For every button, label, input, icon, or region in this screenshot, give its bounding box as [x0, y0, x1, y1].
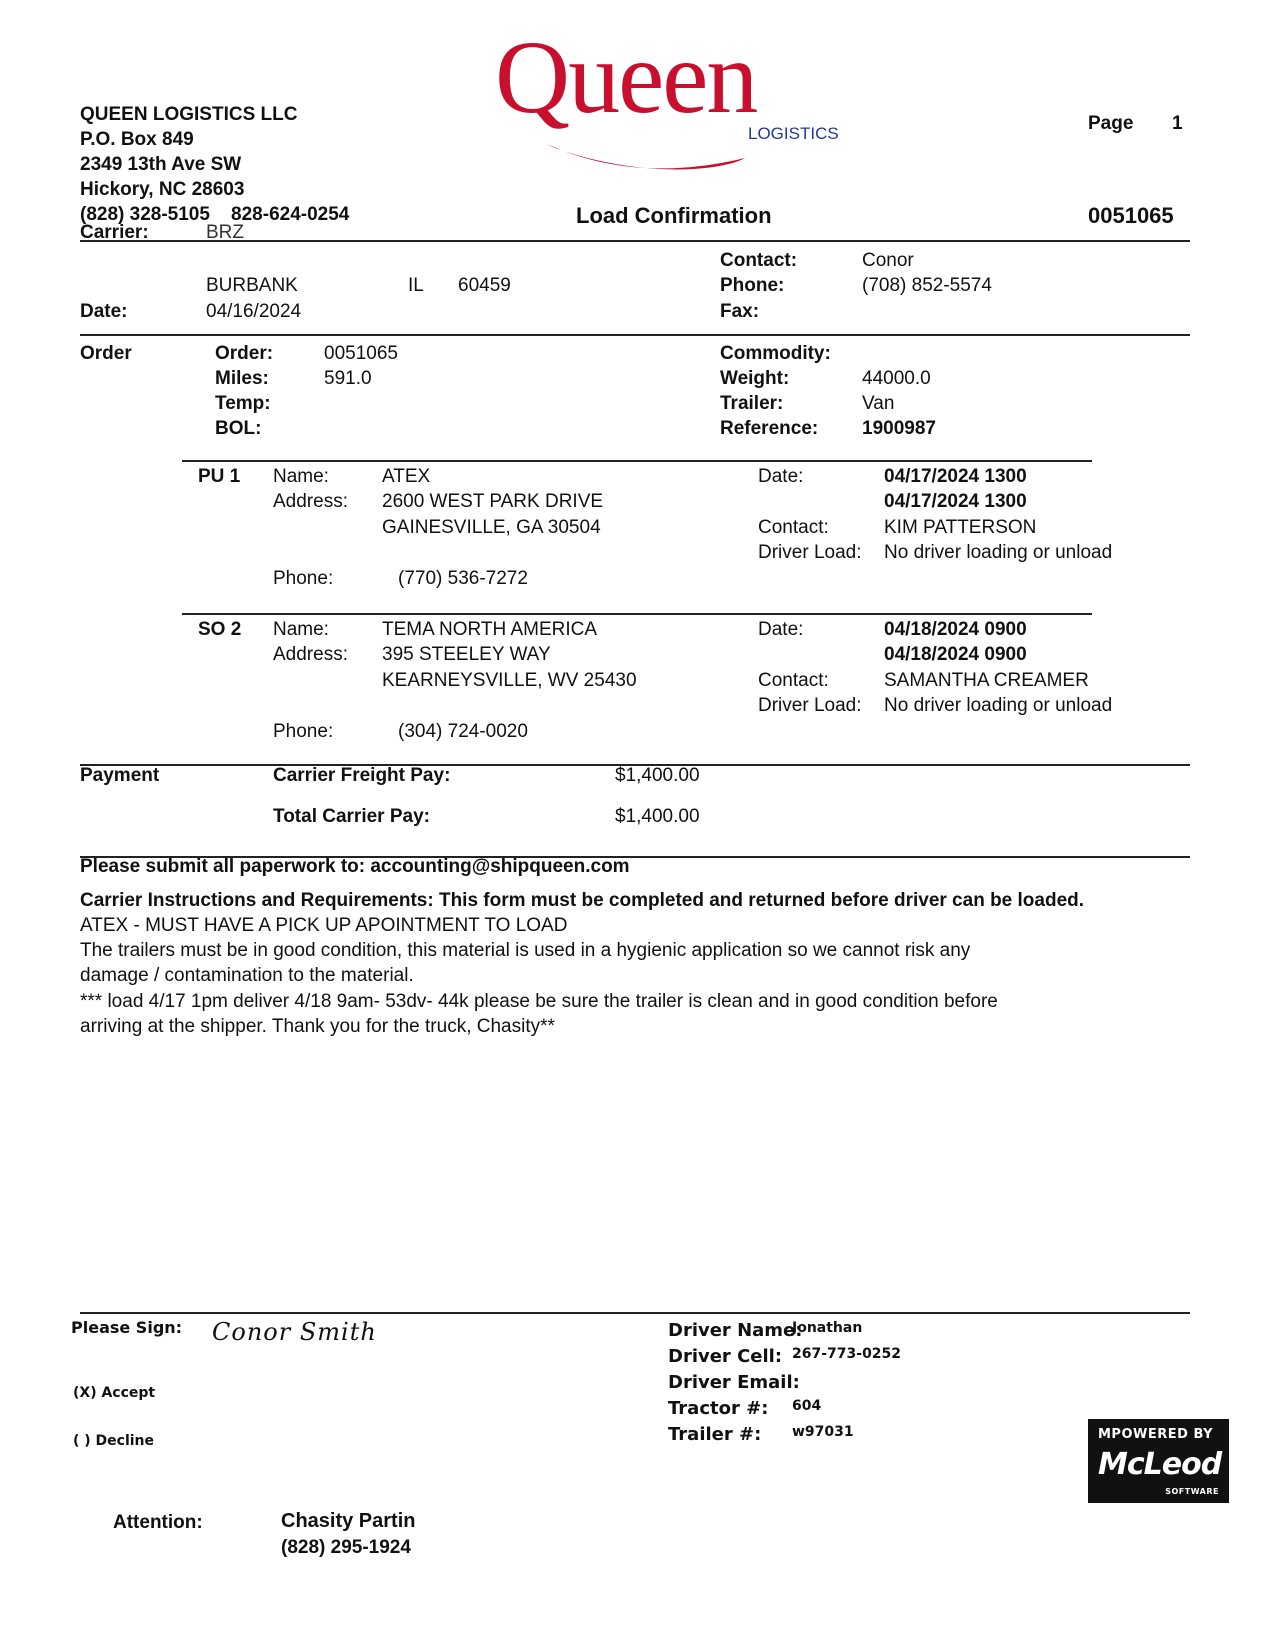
- stop-name: TEMA NORTH AMERICA: [382, 619, 598, 640]
- tractor-number: 604: [792, 1398, 822, 1414]
- stop-address-label: Address:: [273, 644, 348, 665]
- stop-date-label: Date:: [758, 619, 804, 640]
- bol-label: BOL:: [215, 418, 262, 439]
- accept-option[interactable]: (X) Accept: [73, 1385, 156, 1401]
- freight-pay-label: Carrier Freight Pay:: [273, 765, 451, 786]
- instructions-heading: Carrier Instructions and Requirements: This form must be completed and returned before driver can be loaded.: [80, 890, 1085, 911]
- freight-pay-value: $1,400.00: [615, 765, 700, 786]
- stop-code: PU 1: [198, 466, 241, 487]
- stop-date-1: 04/18/2024 0900: [884, 619, 1027, 640]
- instruction-line: *** load 4/17 1pm deliver 4/18 9am- 53dv- 44k please be sure the trailer is clean and in good condition before: [80, 991, 998, 1012]
- order-section-label: Order: [80, 343, 132, 364]
- stop-name-label: Name:: [273, 619, 329, 640]
- trailer-label: Trailer:: [720, 393, 784, 414]
- commodity-label: Commodity:: [720, 343, 831, 364]
- stop-date-2: 04/17/2024 1300: [884, 491, 1027, 512]
- contact-value: Conor: [862, 250, 914, 271]
- instruction-line: The trailers must be in good condition, this material is used in a hygienic application so we cannot risk any: [80, 940, 971, 961]
- company-name: QUEEN LOGISTICS LLC: [80, 104, 298, 125]
- driver-name-label: Driver Name:: [668, 1320, 803, 1341]
- paperwork-note: Please submit all paperwork to: accounting@shipqueen.com: [80, 856, 630, 877]
- stop-address-line1: 2600 WEST PARK DRIVE: [382, 491, 604, 512]
- stop-name-label: Name:: [273, 466, 329, 487]
- carrier-date: 04/16/2024: [206, 301, 302, 322]
- stop-phone-label: Phone:: [273, 721, 334, 742]
- divider-signature: [80, 1312, 1190, 1314]
- order-value: 0051065: [324, 343, 398, 364]
- order-label: Order:: [215, 343, 274, 364]
- miles-value: 591.0: [324, 368, 372, 389]
- tractor-label: Tractor #:: [668, 1398, 769, 1419]
- attention-phone: (828) 295-1924: [281, 1537, 411, 1558]
- badge-line1: MPOWERED BY: [1098, 1427, 1214, 1442]
- stop-driver-load: No driver loading or unload: [884, 542, 1113, 563]
- doc-number: 0051065: [1088, 203, 1174, 228]
- carrier-zip: 60459: [458, 275, 511, 296]
- logo-word: Queen: [495, 20, 757, 135]
- total-pay-label: Total Carrier Pay:: [273, 806, 430, 827]
- attention-label: Attention:: [113, 1512, 203, 1533]
- page-number: 1: [1172, 113, 1183, 134]
- divider-header: [80, 240, 1190, 242]
- instruction-line: arriving at the shipper. Thank you for the truck, Chasity**: [80, 1016, 555, 1037]
- total-pay-value: $1,400.00: [615, 806, 700, 827]
- stop-contact: KIM PATTERSON: [884, 517, 1037, 538]
- stop-contact-label: Contact:: [758, 670, 829, 691]
- miles-label: Miles:: [215, 368, 269, 389]
- badge-line3: SOFTWARE: [1165, 1487, 1219, 1496]
- divider-carrier: [80, 334, 1190, 336]
- carrier-state: IL: [408, 275, 424, 296]
- divider-stop-1: [182, 460, 1092, 462]
- logo-subtext: LOGISTICS: [748, 124, 839, 143]
- weight-value: 44000.0: [862, 368, 931, 389]
- stop-phone-label: Phone:: [273, 568, 334, 589]
- driver-name: Jonathan: [792, 1320, 863, 1336]
- mcleod-badge: [1088, 1419, 1229, 1503]
- stop-date-label: Date:: [758, 466, 804, 487]
- please-sign-label: Please Sign:: [71, 1318, 183, 1337]
- weight-label: Weight:: [720, 368, 790, 389]
- carrier-name: BRZ: [206, 222, 244, 243]
- stop-name: ATEX: [382, 466, 431, 487]
- stop-contact-label: Contact:: [758, 517, 829, 538]
- instruction-line: damage / contamination to the material.: [80, 965, 414, 986]
- stop-date-2: 04/18/2024 0900: [884, 644, 1027, 665]
- driver-email-label: Driver Email:: [668, 1372, 800, 1393]
- company-phones: (828) 328-5105 828-624-0254: [80, 204, 350, 225]
- trailer-number-label: Trailer #:: [668, 1424, 762, 1445]
- phone-label: Phone:: [720, 275, 785, 296]
- stop-address-line1: 395 STEELEY WAY: [382, 644, 551, 665]
- contact-label: Contact:: [720, 250, 798, 271]
- logo-swoosh: [495, 30, 865, 170]
- fax-label: Fax:: [720, 301, 760, 322]
- stop-address-label: Address:: [273, 491, 348, 512]
- doc-title: Load Confirmation: [576, 203, 772, 228]
- signature: Conor Smith: [212, 1318, 377, 1346]
- payment-section-label: Payment: [80, 765, 160, 786]
- stop-driver-load-label: Driver Load:: [758, 695, 862, 716]
- company-po-box: P.O. Box 849: [80, 129, 194, 150]
- driver-cell: 267-773-0252: [792, 1346, 902, 1362]
- stop-address-line2: GAINESVILLE, GA 30504: [382, 517, 601, 538]
- instruction-line: ATEX - MUST HAVE A PICK UP APOINTMENT TO LOAD: [80, 915, 568, 936]
- reference-label: Reference:: [720, 418, 819, 439]
- driver-cell-label: Driver Cell:: [668, 1346, 783, 1367]
- phone-value: (708) 852-5574: [862, 275, 992, 296]
- carrier-date-label: Date:: [80, 301, 128, 322]
- page-label: Page: [1088, 113, 1134, 134]
- carrier-label: Carrier:: [80, 222, 149, 243]
- divider-stop-2: [182, 613, 1092, 615]
- attention-name: Chasity Partin: [281, 1510, 416, 1532]
- stop-address-line2: KEARNEYSVILLE, WV 25430: [382, 670, 637, 691]
- stop-phone: (770) 536-7272: [398, 568, 528, 589]
- decline-option[interactable]: ( ) Decline: [73, 1433, 155, 1449]
- company-street: 2349 13th Ave SW: [80, 154, 242, 175]
- trailer-number: w97031: [792, 1424, 854, 1440]
- stop-phone: (304) 724-0020: [398, 721, 528, 742]
- stop-code: SO 2: [198, 619, 242, 640]
- company-city: Hickory, NC 28603: [80, 179, 245, 200]
- badge-line2: McLeod: [1098, 1447, 1222, 1482]
- reference-value: 1900987: [862, 418, 936, 439]
- stop-contact: SAMANTHA CREAMER: [884, 670, 1089, 691]
- stop-date-1: 04/17/2024 1300: [884, 466, 1027, 487]
- carrier-city: BURBANK: [206, 275, 298, 296]
- temp-label: Temp:: [215, 393, 271, 414]
- stop-driver-load-label: Driver Load:: [758, 542, 862, 563]
- queen-logo: [495, 20, 865, 170]
- trailer-value: Van: [862, 393, 895, 414]
- stop-driver-load: No driver loading or unload: [884, 695, 1113, 716]
